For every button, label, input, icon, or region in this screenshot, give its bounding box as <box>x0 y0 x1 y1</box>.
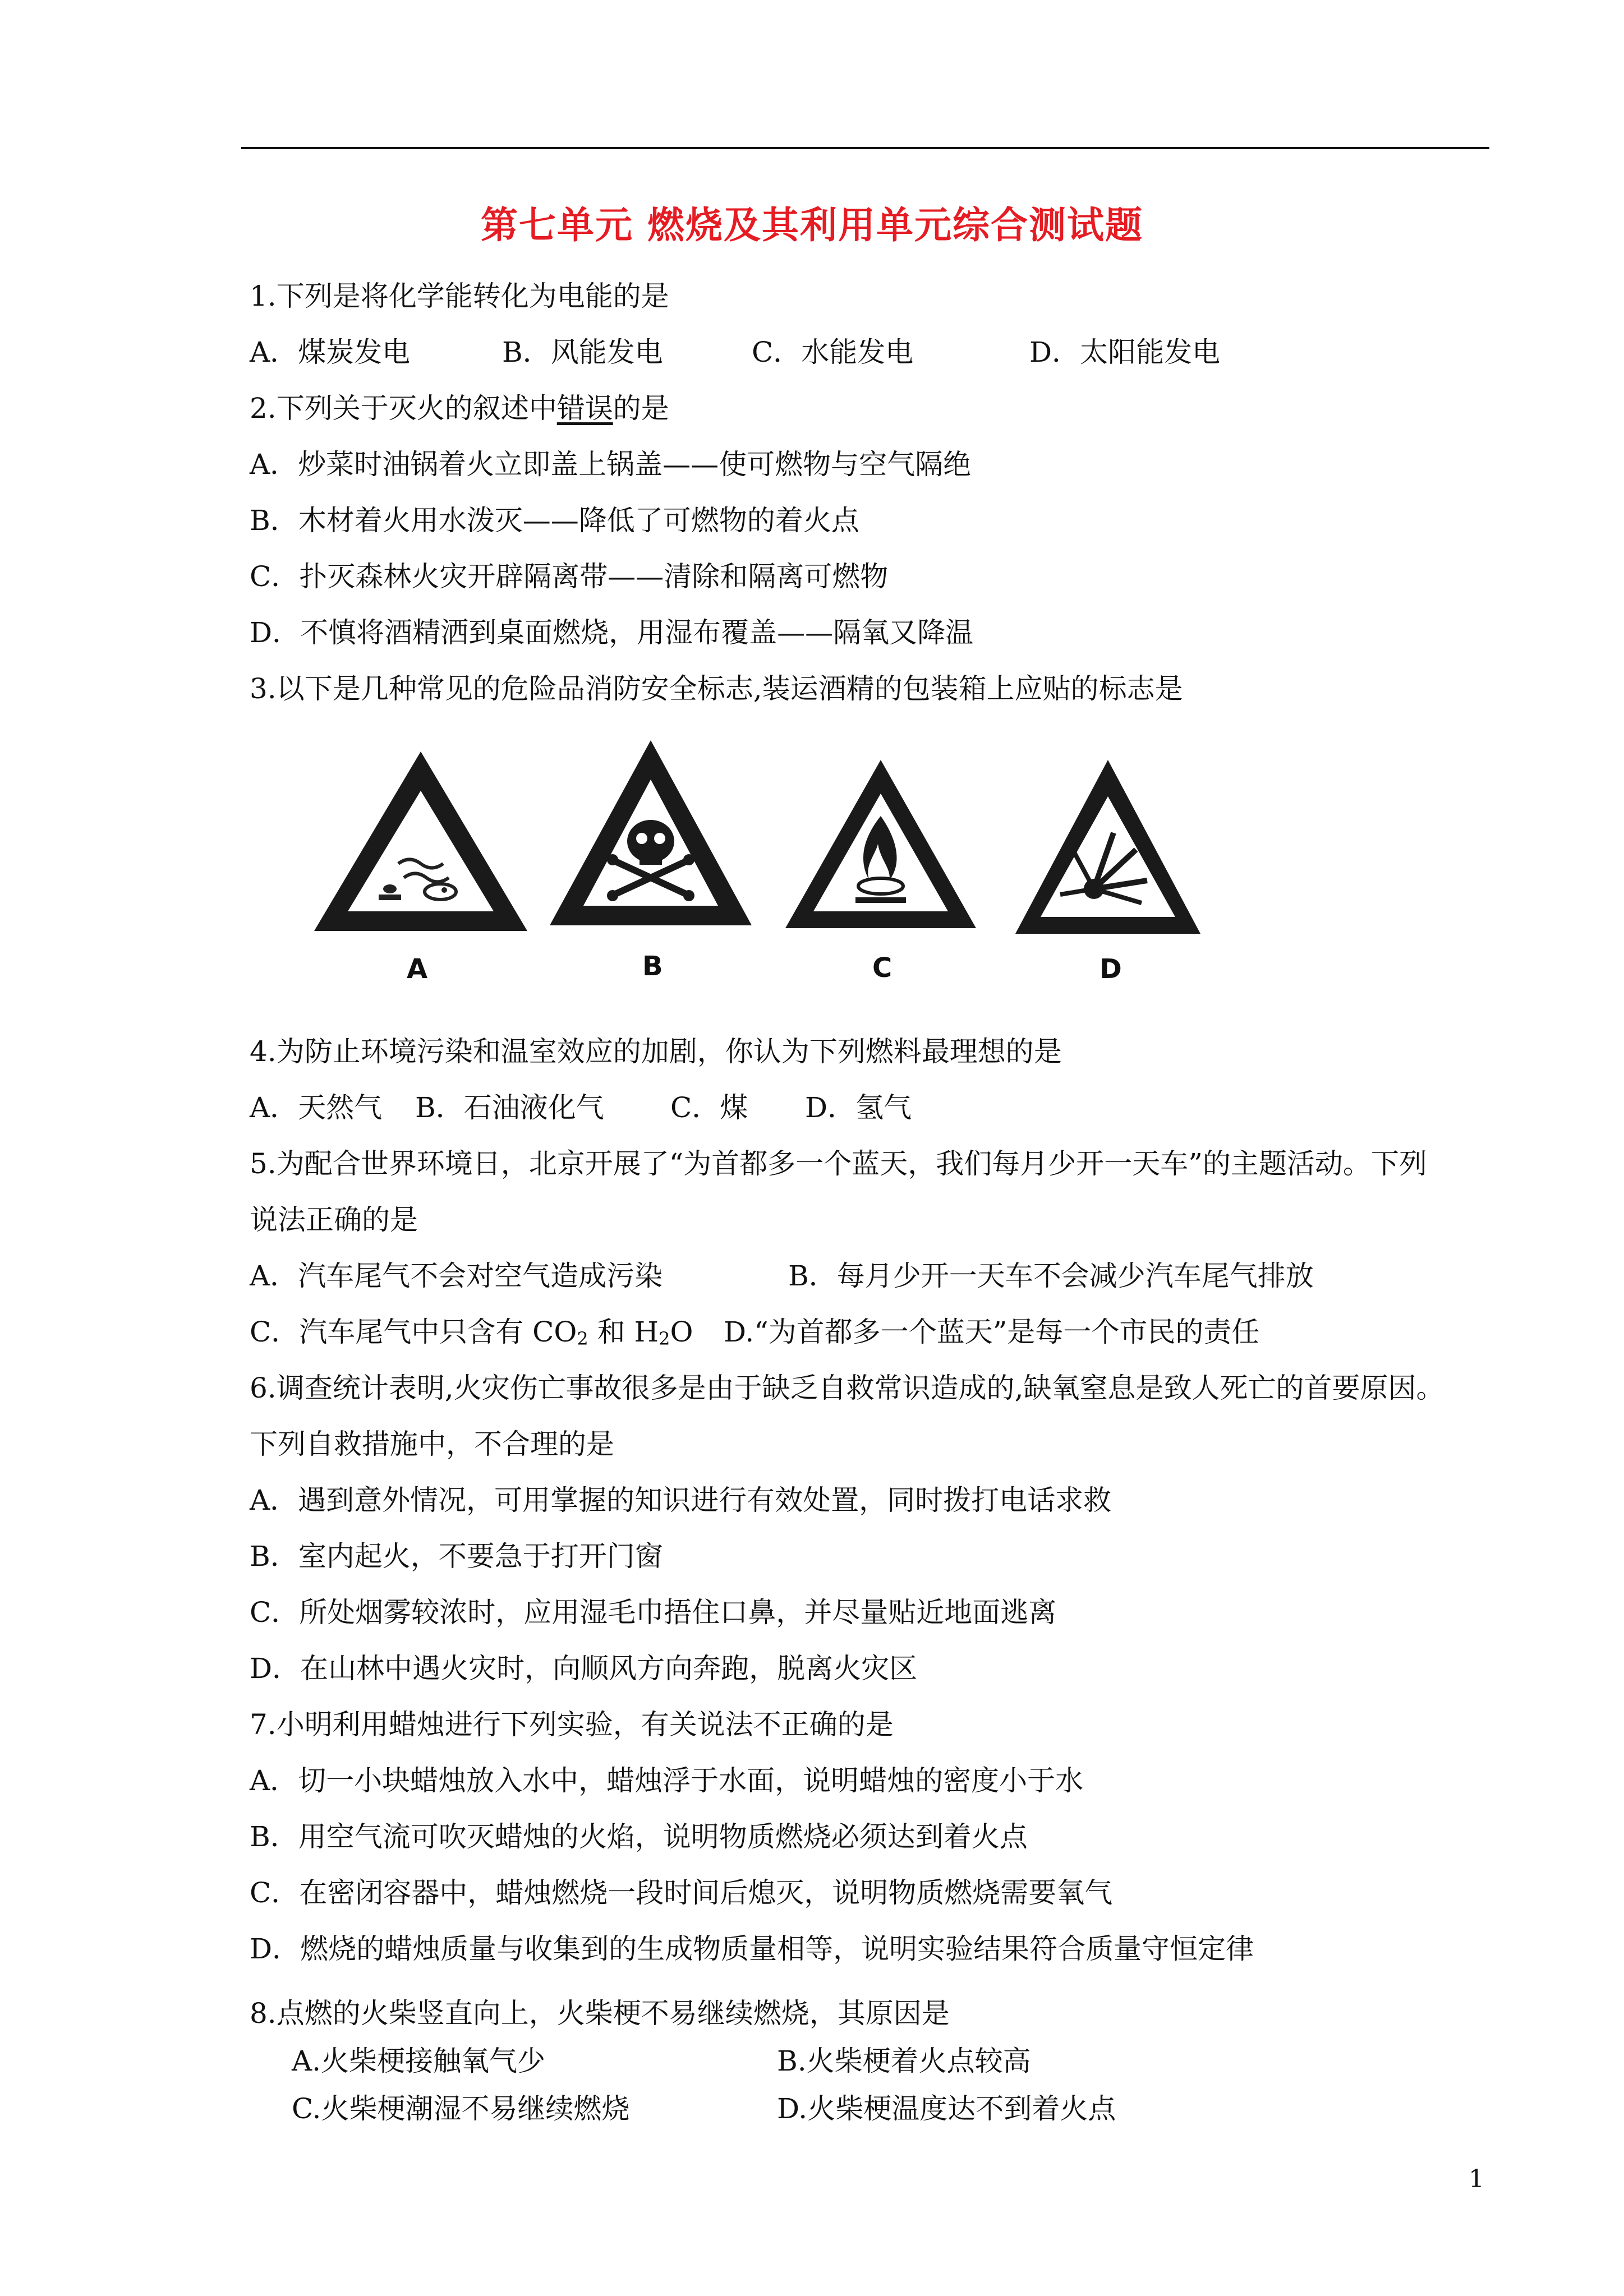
q1-option-c: C．水能发电 <box>752 336 914 368</box>
q4-option-c: C．煤 <box>670 1091 748 1124</box>
q2-stem-text: 2.下列关于灭火的叙述中 <box>250 392 557 425</box>
flammable-flame-sign-icon <box>785 760 976 928</box>
q7-option-b: B．用空气流可吹灭蜡烛的火焰，说明物质燃烧必须达到着火点 <box>250 1820 1028 1853</box>
header-rule <box>241 147 1489 149</box>
page-number: 1 <box>1469 2165 1484 2193</box>
q6-stem-line1: 6.调查统计表明,火灾伤亡事故很多是由于缺乏自救常识造成的,缺氧窒息是致人死亡的首要原因。 <box>250 1372 1444 1404</box>
q7-option-a: A．切一小块蜡烛放入水中，蜡烛浮于水面，说明蜡烛的密度小于水 <box>250 1764 1084 1797</box>
q5-option-c-text-end: O <box>670 1316 693 1348</box>
q7-option-d: D．燃烧的蜡烛质量与收集到的生成物质量相等，说明实验结果符合质量守恒定律 <box>250 1933 1254 1965</box>
q2-stem-text-end: 的是 <box>613 392 669 425</box>
q1-stem: 1.下列是将化学能转化为电能的是 <box>250 280 669 312</box>
q6-option-a: A．遇到意外情况，可用掌握的知识进行有效处置，同时拨打电话求救 <box>250 1484 1112 1516</box>
q6-stem-line2: 下列自救措施中，不合理的是 <box>250 1428 614 1460</box>
page-title: 第七单元 燃烧及其利用单元综合测试题 <box>481 203 1143 247</box>
q4-option-b: B．石油液化气 <box>415 1091 604 1124</box>
q2-option-c: C．扑灭森林火灾开辟隔离带——清除和隔离可燃物 <box>250 560 889 593</box>
q6-option-b: B．室内起火，不要急于打开门窗 <box>250 1540 663 1573</box>
q4-option-a: A．天然气 <box>250 1091 383 1124</box>
q5-stem-line1: 5.为配合世界环境日，北京开展了“为首都多一个蓝天，我们每月少开一天车”的主题活动。下列 <box>250 1147 1427 1180</box>
q5-option-c-text-mid: 和 H <box>588 1316 659 1348</box>
q6-option-c: C．所处烟雾较浓时，应用湿毛巾捂住口鼻，并尽量贴近地面逃离 <box>250 1596 1057 1629</box>
sign-label-d: D <box>1099 953 1122 985</box>
q8-stem: 8.点燃的火柴竖直向上，火柴梗不易继续燃烧，其原因是 <box>250 1997 950 2030</box>
toxic-skull-sign-icon <box>550 740 752 925</box>
q5-option-c-text: C．汽车尾气中只含有 CO <box>250 1316 577 1348</box>
q5-option-c-sub2: 2 <box>659 1328 670 1349</box>
q4-stem: 4.为防止环境污染和温室效应的加剧，你认为下列燃料最理想的是 <box>250 1035 1062 1068</box>
q8-option-b: B.火柴梗着火点较高 <box>777 2045 1031 2077</box>
q8-option-d: D.火柴梗温度达不到着火点 <box>777 2092 1116 2125</box>
q6-option-d: D．在山林中遇火灾时，向顺风方向奔跑，脱离火灾区 <box>250 1652 918 1685</box>
q5-stem-line2: 说法正确的是 <box>250 1204 418 1236</box>
explosive-sign-icon <box>1015 760 1200 934</box>
q2-option-a: A．炒菜时油锅着火立即盖上锅盖——使可燃物与空气隔绝 <box>250 448 972 481</box>
q7-option-c: C．在密闭容器中，蜡烛燃烧一段时间后熄灭，说明物质燃烧需要氧气 <box>250 1877 1113 1909</box>
q1-option-b: B．风能发电 <box>502 336 663 368</box>
q7-stem: 7.小明利用蜡烛进行下列实验，有关说法不正确的是 <box>250 1708 894 1741</box>
hazard-signs-svg <box>303 729 1313 998</box>
q8-option-c: C.火柴梗潮湿不易继续燃烧 <box>292 2092 630 2125</box>
q5-option-d: D.“为首都多一个蓝天”是每一个市民的责任 <box>724 1316 1260 1348</box>
hazard-signs <box>303 729 1313 998</box>
q4-option-d: D．氢气 <box>805 1091 912 1124</box>
q2-option-b: B．木材着火用水泼灭——降低了可燃物的着火点 <box>250 504 859 537</box>
corrosive-sign-icon <box>314 751 527 931</box>
q5-option-c-sub: 2 <box>577 1328 588 1349</box>
q5-option-c <box>250 1315 693 1356</box>
q3-stem: 3.以下是几种常见的危险品消防安全标志,装运酒精的包装箱上应贴的标志是 <box>250 672 1183 705</box>
q2-stem-emphasis: 错误 <box>556 392 613 425</box>
q1-option-a: A．煤炭发电 <box>250 336 411 368</box>
q1-option-d: D．太阳能发电 <box>1029 336 1221 368</box>
q8-option-a: A.火柴梗接触氧气少 <box>292 2045 546 2077</box>
q5-option-b: B．每月少开一天车不会减少汽车尾气排放 <box>788 1260 1314 1292</box>
q5-option-a: A．汽车尾气不会对空气造成污染 <box>250 1260 663 1292</box>
q2-stem <box>250 391 669 425</box>
q2-option-d: D．不慎将酒精洒到桌面燃烧，用湿布覆盖——隔氧又降温 <box>250 616 974 649</box>
sign-label-b: B <box>642 951 663 982</box>
sign-label-a: A <box>407 953 428 985</box>
sign-label-c: C <box>872 952 892 984</box>
